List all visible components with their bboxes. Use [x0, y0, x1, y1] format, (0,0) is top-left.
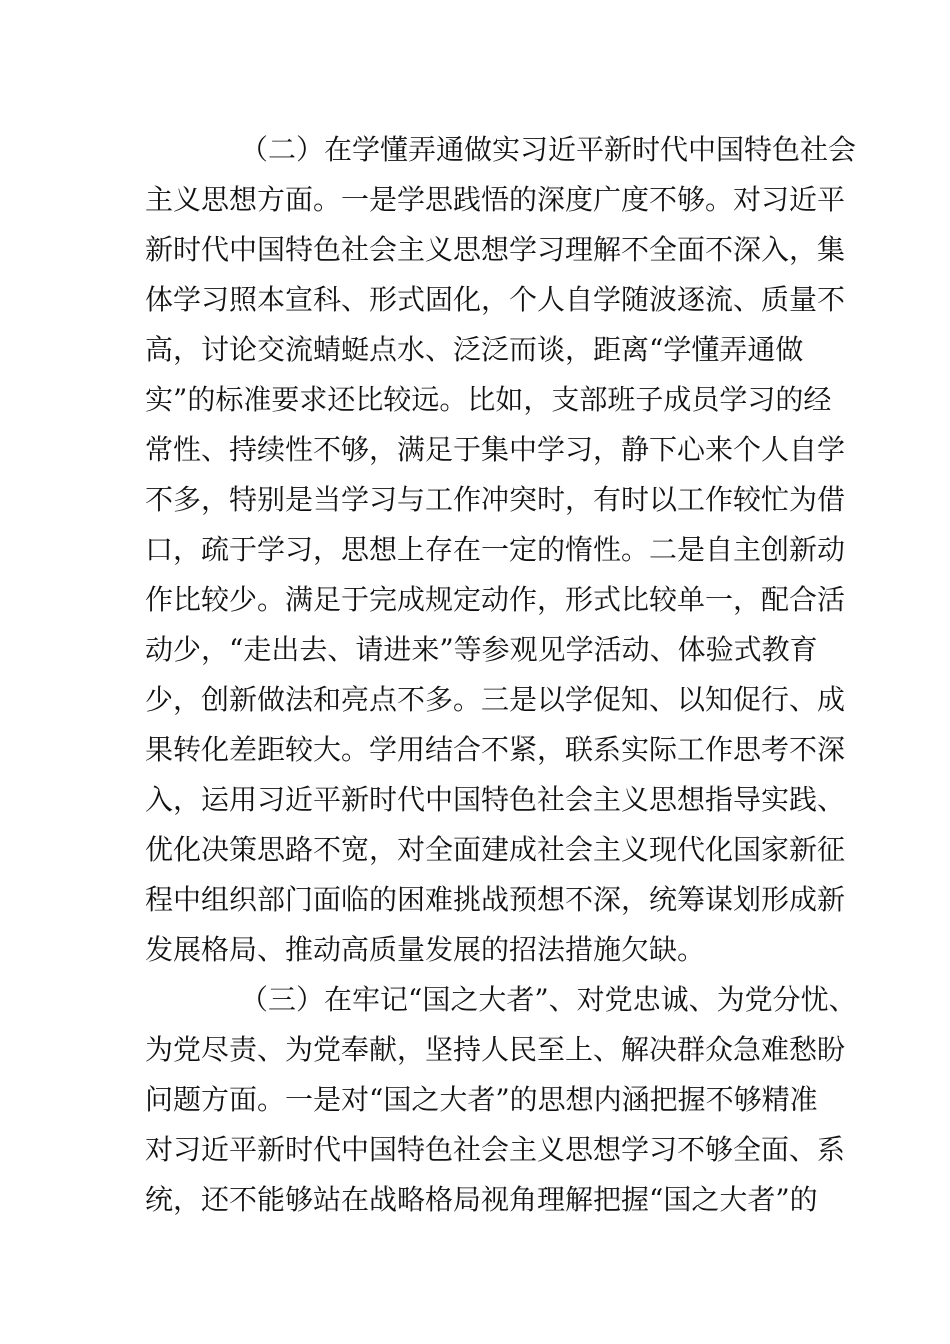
paragraph-2-line-7: 常性、持续性不够，满足于集中学习，静下心来个人自学 [145, 433, 846, 466]
paragraph-2-line-5: 高，讨论交流蜻蜓点水、泛泛而谈，距离“学懂弄通做 [145, 333, 804, 366]
paragraph-3-line-2: 为党尽责、为党奉献，坚持人民至上、解决群众急难愁盼 [145, 1033, 846, 1066]
paragraph-3-line-3: 问题方面。一是对“国之大者”的思想内涵把握不够精准 [145, 1083, 818, 1116]
paragraph-2-line-1: （二）在学懂弄通做实习近平新时代中国特色社会 [240, 133, 857, 166]
paragraph-3-line-4: 对习近平新时代中国特色社会主义思想学习不够全面、系 [145, 1133, 846, 1166]
paragraph-2-line-10: 作比较少。满足于完成规定动作，形式比较单一，配合活 [145, 583, 846, 616]
paragraph-2-line-8: 不多，特别是当学习与工作冲突时，有时以工作较忙为借 [145, 483, 846, 516]
paragraph-2-line-9: 口，疏于学习，思想上存在一定的惰性。二是自主创新动 [145, 533, 846, 566]
paragraph-2-line-14: 入，运用习近平新时代中国特色社会主义思想指导实践、 [145, 783, 846, 816]
paragraph-2-line-4: 体学习照本宣科、形式固化，个人自学随波逐流、质量不 [145, 283, 846, 316]
paragraph-2-line-12: 少，创新做法和亮点不多。三是以学促知、以知促行、成 [145, 683, 846, 716]
paragraph-3-line-1: （三）在牢记“国之大者”、对党忠诚、为党分忧、 [240, 983, 857, 1016]
paragraph-2-line-3: 新时代中国特色社会主义思想学习理解不全面不深入，集 [145, 233, 846, 266]
paragraph-2-line-16: 程中组织部门面临的困难挑战预想不深，统筹谋划形成新 [145, 883, 846, 916]
paragraph-2-line-2: 主义思想方面。一是学思践悟的深度广度不够。对习近平 [145, 183, 846, 216]
paragraph-2-line-15: 优化决策思路不宽，对全面建成社会主义现代化国家新征 [145, 833, 846, 866]
paragraph-2-line-17: 发展格局、推动高质量发展的招法措施欠缺。 [145, 933, 706, 966]
paragraph-3-line-5: 统，还不能够站在战略格局视角理解把握“国之大者”的 [145, 1183, 818, 1216]
paragraph-2-line-6: 实”的标准要求还比较远。比如，支部班子成员学习的经 [145, 383, 832, 416]
paragraph-2-line-11: 动少，“走出去、请进来”等参观见学活动、体验式教育 [145, 633, 818, 666]
paragraph-2-line-13: 果转化差距较大。学用结合不紧，联系实际工作思考不深 [145, 733, 846, 766]
